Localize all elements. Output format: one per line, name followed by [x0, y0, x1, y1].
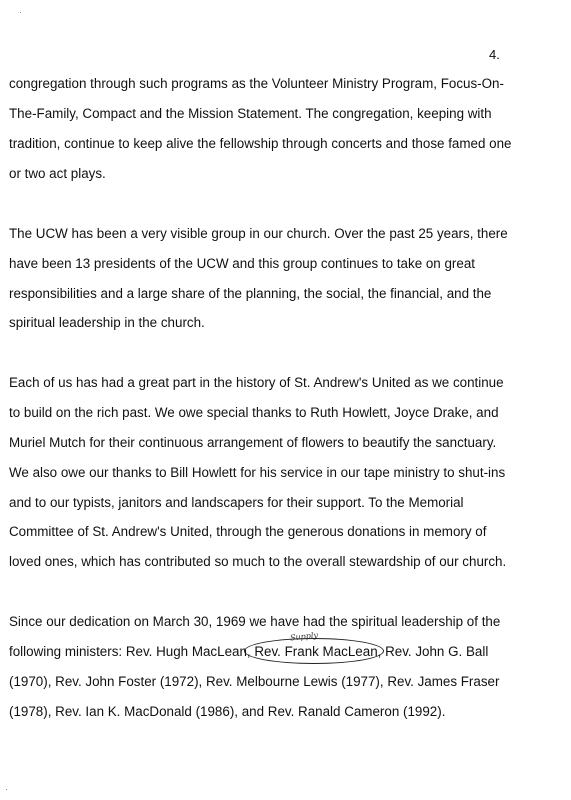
- text-line: loved ones, which has contributed so much to the overall stewardship of our church.: [9, 554, 507, 569]
- text-line: (1970), Rev. John Foster (1972), Rev. Melbourne Lewis (1977), Rev. James Fraser: [9, 674, 500, 689]
- text-line: We also owe our thanks to Bill Howlett for his service in our tape ministry to shut-ins: [9, 465, 506, 480]
- text-line: Each of us has had a great part in the history of St. Andrew's United as we continue: [9, 375, 504, 390]
- text-line: or two act plays.: [9, 166, 106, 181]
- text-line: The UCW has been a very visible group in our church. Over the past 25 years, there: [9, 226, 508, 241]
- text-line: tradition, continue to keep alive the fellowship through concerts and those famed one: [9, 136, 512, 151]
- handwritten-annotation: Supply: [289, 630, 319, 643]
- handwritten-circle: [244, 638, 384, 664]
- scan-speck: [6, 789, 7, 790]
- text-line: The-Family, Compact and the Mission Statement. The congregation, keeping with: [9, 106, 492, 121]
- text-line: Muriel Mutch for their continuous arrangement of flowers to beautify the sanctuary.: [9, 435, 497, 450]
- scan-speck: [20, 12, 21, 13]
- text-line: responsibilities and a large share of the planning, the social, the financial, and the: [9, 286, 492, 301]
- text-line: and to our typists, janitors and landscapers for their support. To the Memorial: [9, 495, 464, 510]
- page-number: 4.: [489, 47, 500, 62]
- text-line: Since our dedication on March 30, 1969 we have had the spiritual leadership of the: [9, 614, 501, 629]
- text-line: Committee of St. Andrew's United, through the generous donations in memory of: [9, 524, 487, 539]
- text-line: (1978), Rev. Ian K. MacDonald (1986), and Rev. Ranald Cameron (1992).: [9, 704, 446, 719]
- text-line: to build on the rich past. We owe special thanks to Ruth Howlett, Joyce Drake, and: [9, 405, 499, 420]
- text-line: congregation through such programs as the Volunteer Ministry Program, Focus-On-: [9, 76, 504, 91]
- text-line: following ministers: Rev. Hugh MacLean, Rev. Frank MacLean, Rev. John G. Ball: [9, 644, 489, 659]
- text-line: spiritual leadership in the church.: [9, 315, 205, 330]
- text-line: have been 13 presidents of the UCW and this group continues to take on great: [9, 256, 475, 271]
